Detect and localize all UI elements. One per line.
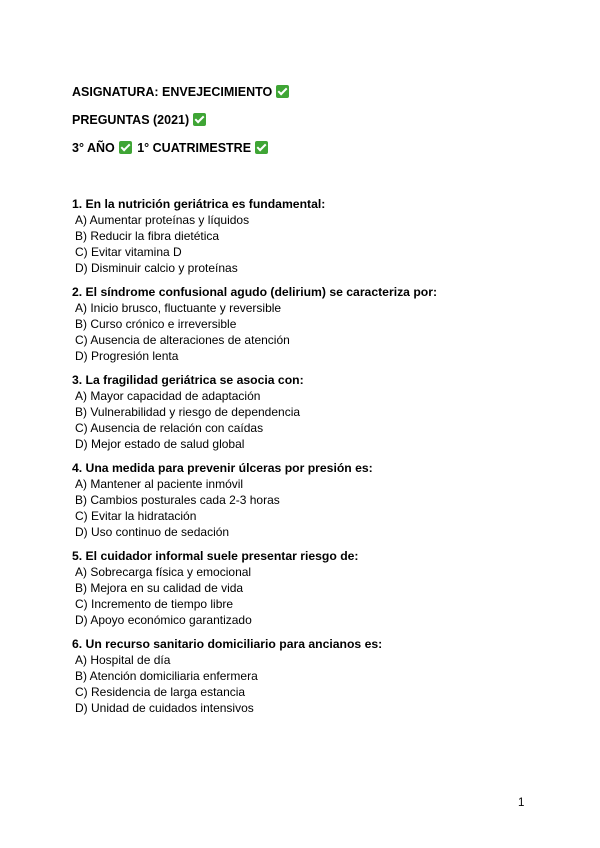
option-c: C) Ausencia de alteraciones de atención xyxy=(75,333,290,347)
option-b: B) Cambios posturales cada 2-3 horas xyxy=(75,493,280,507)
option-b: B) Reducir la fibra dietética xyxy=(75,229,220,243)
option-d: D) Apoyo económico garantizado xyxy=(75,613,252,627)
question-title: 3. La fragilidad geriátrica se asocia con: xyxy=(72,373,304,387)
option-a: A) Inicio brusco, fluctuante y reversible xyxy=(75,301,282,315)
questions-year-title: PREGUNTAS (2021) xyxy=(72,113,190,127)
term-label: 1° CUATRIMESTRE xyxy=(137,141,252,155)
question-1 xyxy=(72,196,542,276)
option-b: B) Mejora en su calidad de vida xyxy=(75,581,244,595)
check-mark-icon xyxy=(276,85,289,98)
option-a: A) Mayor capacidad de adaptación xyxy=(75,389,261,403)
year-label: 3° AÑO xyxy=(72,141,115,155)
question-title: 1. En la nutrición geriátrica es fundamental: xyxy=(72,197,326,211)
question-4 xyxy=(72,460,542,540)
check-mark-icon xyxy=(119,141,132,154)
option-d: D) Disminuir calcio y proteínas xyxy=(75,261,238,275)
question-list xyxy=(72,196,542,724)
option-b: B) Curso crónico e irreversible xyxy=(75,317,237,331)
question-title: 5. El cuidador informal suele presentar riesgo de: xyxy=(72,549,359,563)
question-5 xyxy=(72,548,542,628)
option-c: C) Evitar vitamina D xyxy=(75,245,182,259)
question-title: 2. El síndrome confusional agudo (delirium) se caracteriza por: xyxy=(72,285,438,299)
option-b: B) Vulnerabilidad y riesgo de dependencia xyxy=(75,405,301,419)
option-d: D) Uso continuo de sedación xyxy=(75,525,230,539)
option-d: D) Unidad de cuidados intensivos xyxy=(75,701,254,715)
check-mark-icon xyxy=(193,113,206,126)
page-number: 1 xyxy=(518,797,525,809)
question-title: 4. Una medida para prevenir úlceras por presión es: xyxy=(72,461,373,475)
question-title: 6. Un recurso sanitario domiciliario para ancianos es: xyxy=(72,637,383,651)
question-3 xyxy=(72,372,542,452)
option-a: A) Hospital de día xyxy=(75,653,171,667)
option-a: A) Aumentar proteínas y líquidos xyxy=(75,213,250,227)
option-a: A) Sobrecarga física y emocional xyxy=(75,565,252,579)
option-d: D) Progresión lenta xyxy=(75,349,179,363)
option-c: C) Incremento de tiempo libre xyxy=(75,597,234,611)
option-c: C) Residencia de larga estancia xyxy=(75,685,246,699)
option-c: C) Evitar la hidratación xyxy=(75,509,197,523)
question-6 xyxy=(72,636,542,716)
question-2 xyxy=(72,284,542,364)
questions-year-heading xyxy=(72,112,206,128)
subject-heading xyxy=(72,84,289,100)
option-d: D) Mejor estado de salud global xyxy=(75,437,245,451)
option-b: B) Atención domiciliaria enfermera xyxy=(75,669,258,683)
check-mark-icon xyxy=(255,141,268,154)
option-c: C) Ausencia de relación con caídas xyxy=(75,421,264,435)
subject-title: ASIGNATURA: ENVEJECIMIENTO xyxy=(72,85,273,99)
option-a: A) Mantener al paciente inmóvil xyxy=(75,477,244,491)
course-heading xyxy=(72,140,268,156)
